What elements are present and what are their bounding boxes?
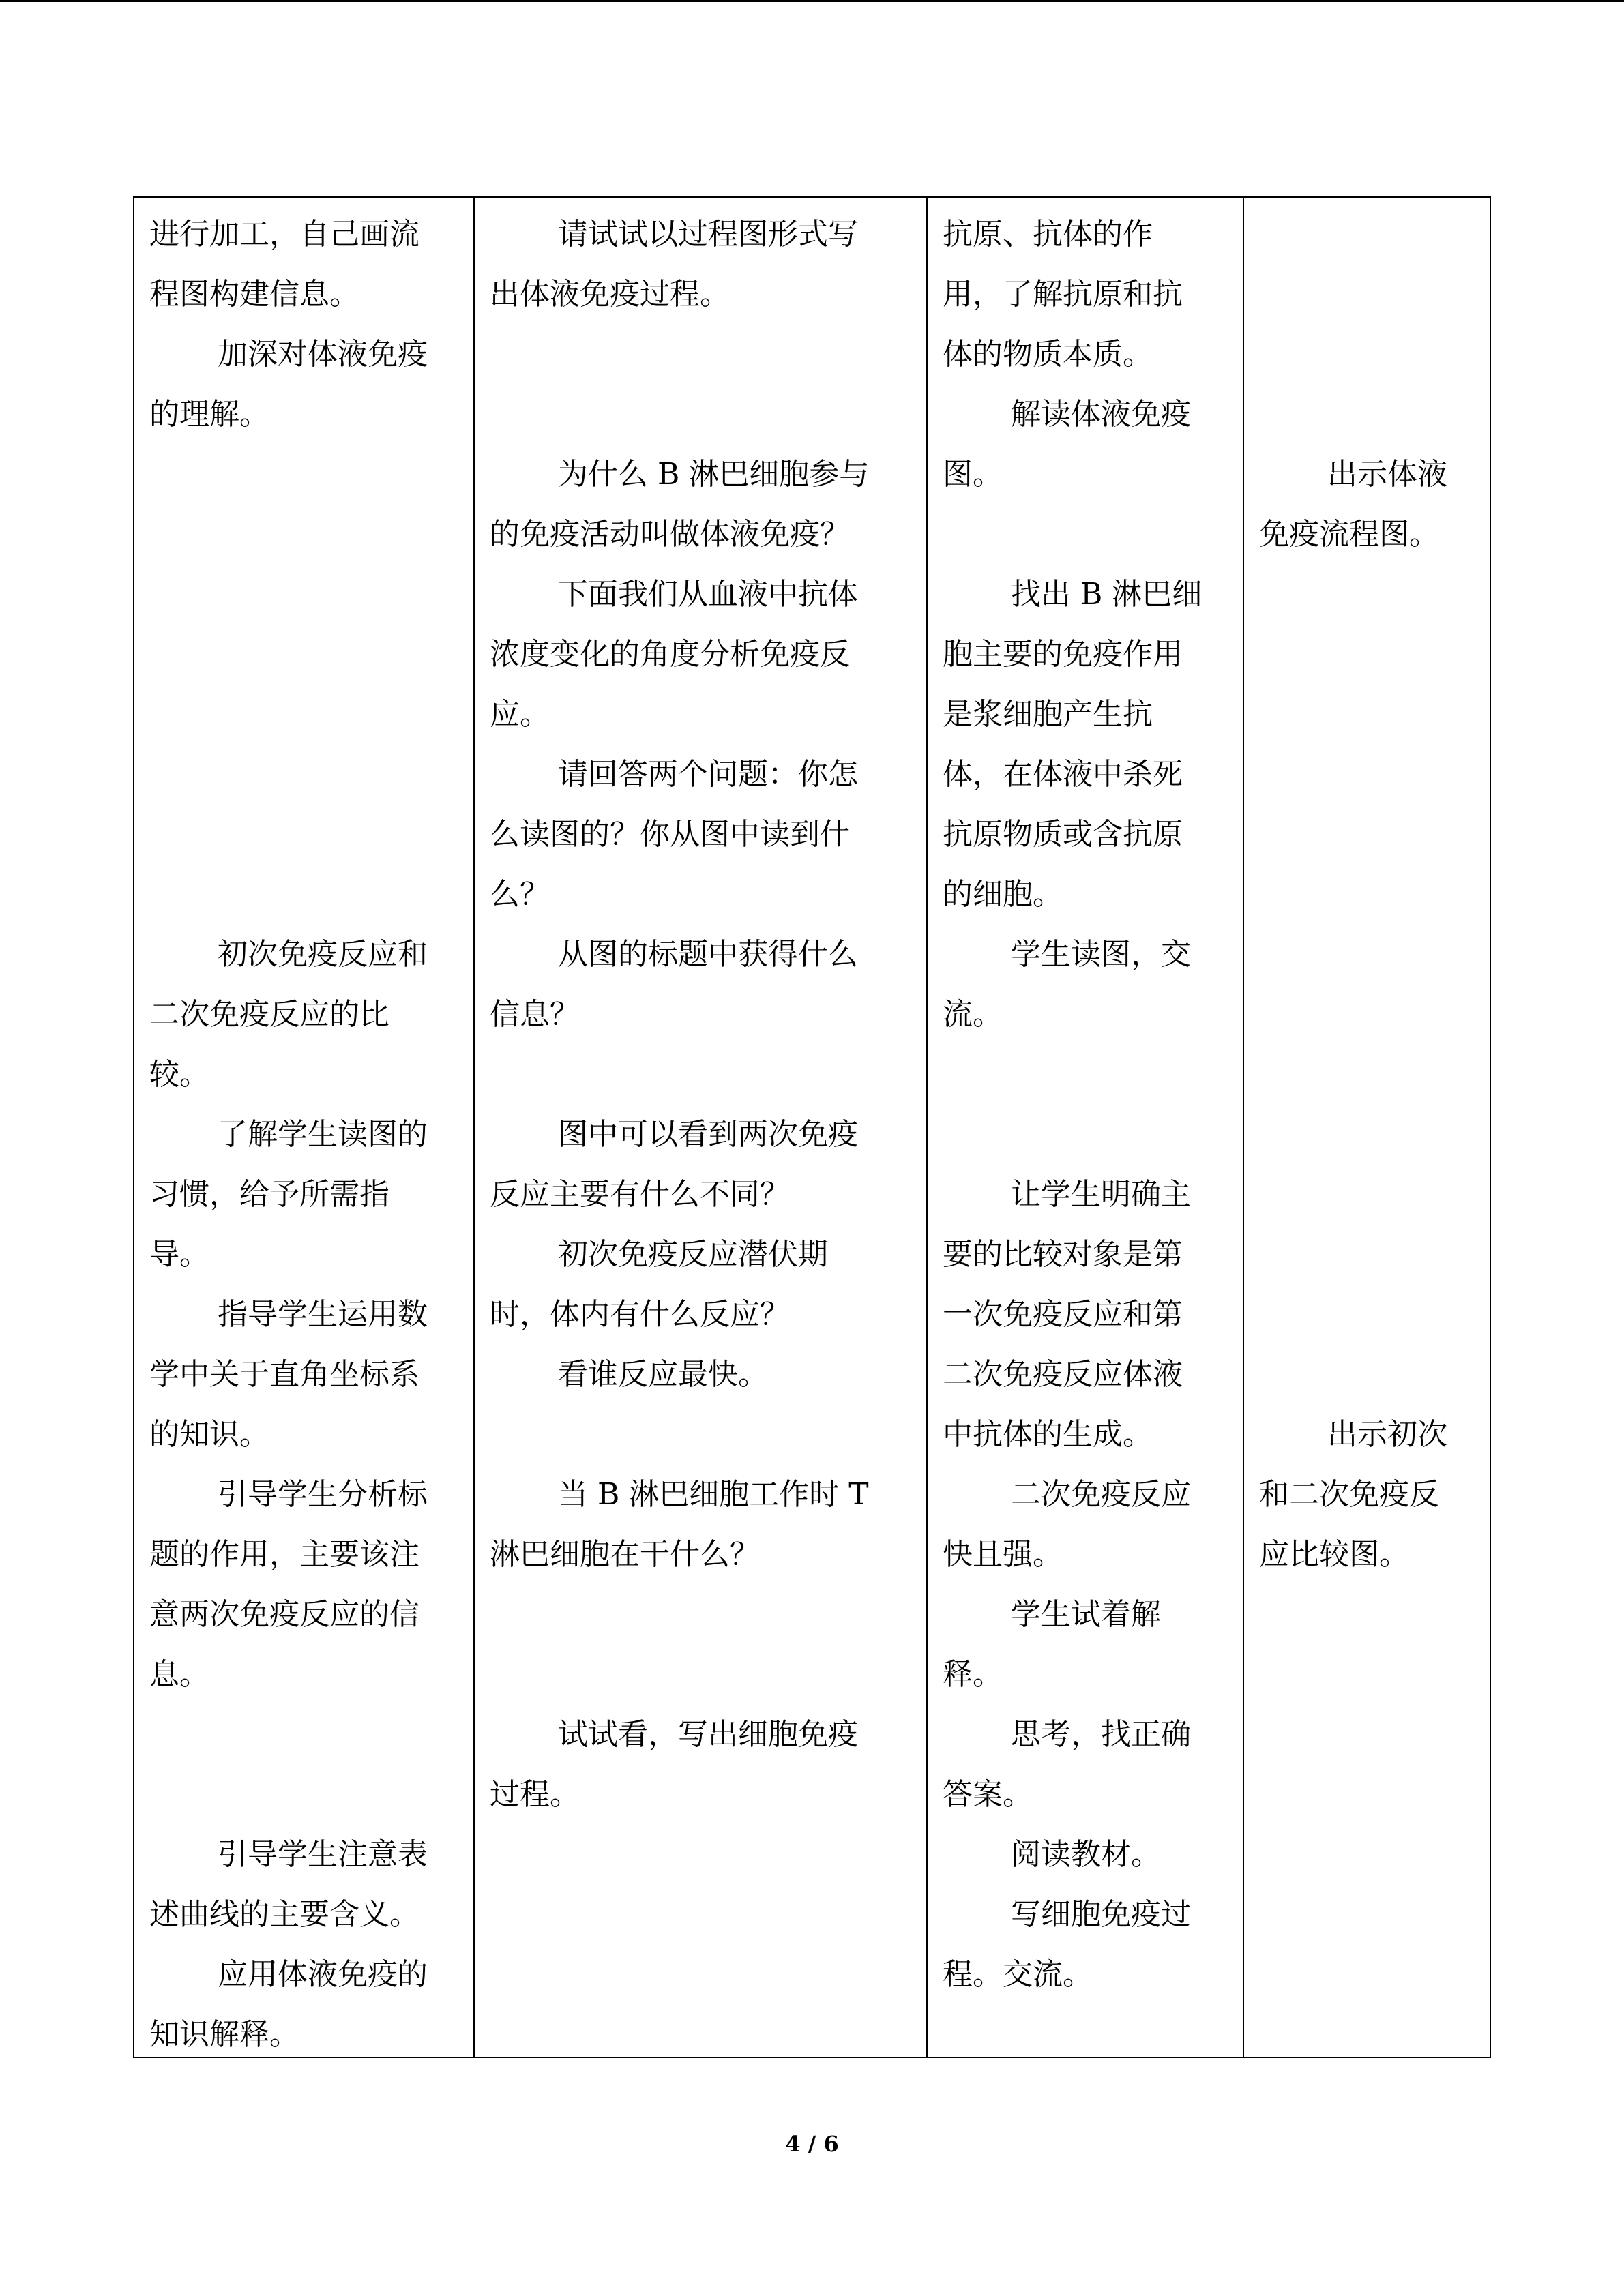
text-line: 么？ [490, 877, 550, 912]
column-teacher-activity [490, 198, 919, 2057]
text-line: 从图的标题中获得什么 [558, 937, 858, 972]
text-line: 找出 B 淋巴细 [1011, 577, 1202, 612]
text-line: 导。 [149, 1237, 209, 1272]
text-line: 下面我们从血液中抗体 [558, 577, 858, 612]
text-line: 快且强。 [943, 1537, 1063, 1572]
column-divider [1243, 198, 1244, 2057]
text-line: 解读体液免疫 [1011, 397, 1191, 432]
text-line: 二次免疫反应的比 [149, 997, 389, 1032]
text-line: 意两次免疫反应的信 [149, 1597, 419, 1632]
text-line: 初次免疫反应和 [218, 937, 428, 972]
text-line: 出体液免疫过程。 [490, 277, 730, 312]
text-line: 加深对体液免疫 [218, 337, 428, 372]
text-line: 二次免疫反应 [1011, 1477, 1191, 1512]
text-line: 体，在体液中杀死 [943, 757, 1183, 792]
text-line: 的细胞。 [943, 877, 1063, 912]
text-line: 么读图的？你从图中读到什 [490, 817, 850, 852]
text-line: 学中关于直角坐标系 [149, 1357, 419, 1392]
text-line: 让学生明确主 [1011, 1177, 1191, 1212]
column-teaching-goals [149, 198, 470, 2057]
text-line: 请回答两个问题：你怎 [558, 757, 858, 792]
text-line: 应比较图。 [1259, 1537, 1409, 1572]
text-line: 的理解。 [149, 397, 269, 432]
text-line: 浓度变化的角度分析免疫反 [490, 637, 850, 672]
text-line: 一次免疫反应和第 [943, 1297, 1183, 1332]
column-student-activity [943, 198, 1239, 2057]
text-line: 时，体内有什么反应？ [490, 1297, 790, 1332]
text-line: 信息？ [490, 997, 580, 1032]
text-line: 和二次免疫反 [1259, 1477, 1439, 1512]
top-border-line [0, 0, 1624, 2]
text-line: 流。 [943, 997, 1003, 1032]
text-line: 过程。 [490, 1777, 580, 1812]
text-line: 学生读图，交 [1011, 937, 1191, 972]
column-divider [473, 198, 475, 2057]
text-line: 抗原物质或含抗原 [943, 817, 1183, 852]
text-line: 初次免疫反应潜伏期 [558, 1237, 828, 1272]
text-line: 述曲线的主要含义。 [149, 1897, 419, 1932]
text-line: 用，了解抗原和抗 [943, 277, 1183, 312]
page-number: 4 / 6 [785, 2131, 839, 2157]
text-line: 图。 [943, 457, 1003, 492]
text-line: 了解学生读图的 [218, 1117, 428, 1152]
text-line: 为什么 B 淋巴细胞参与 [558, 457, 870, 492]
text-line: 程图构建信息。 [149, 277, 359, 312]
text-line: 的知识。 [149, 1417, 269, 1452]
text-line: 淋巴细胞在干什么？ [490, 1537, 760, 1572]
text-line: 出示体液 [1327, 457, 1447, 492]
text-line: 请试试以过程图形式写 [558, 217, 858, 252]
text-line: 思考，找正确 [1011, 1717, 1191, 1752]
text-line: 出示初次 [1327, 1417, 1447, 1452]
text-line: 程。交流。 [943, 1957, 1093, 1992]
column-media [1259, 198, 1484, 2057]
text-line: 试试看，写出细胞免疫 [558, 1717, 858, 1752]
text-line: 二次免疫反应体液 [943, 1357, 1183, 1392]
text-line: 进行加工，自己画流 [149, 217, 419, 252]
text-line: 免疫流程图。 [1259, 517, 1439, 552]
text-line: 引导学生注意表 [218, 1837, 428, 1872]
text-line: 抗原、抗体的作 [943, 217, 1153, 252]
text-line: 应用体液免疫的 [218, 1957, 428, 1992]
text-line: 答案。 [943, 1777, 1033, 1812]
text-line: 引导学生分析标 [218, 1477, 428, 1512]
text-line: 图中可以看到两次免疫 [558, 1117, 858, 1152]
text-line: 题的作用，主要该注 [149, 1537, 419, 1572]
text-line: 当 B 淋巴细胞工作时 T [558, 1477, 869, 1512]
text-line: 反应主要有什么不同？ [490, 1177, 790, 1212]
text-line: 习惯，给予所需指 [149, 1177, 389, 1212]
text-line: 应。 [490, 697, 550, 732]
text-line: 学生试着解 [1011, 1597, 1161, 1632]
text-line: 释。 [943, 1657, 1003, 1692]
lesson-plan-table [133, 196, 1491, 2058]
text-line: 体的物质本质。 [943, 337, 1153, 372]
text-line: 是浆细胞产生抗 [943, 697, 1153, 732]
text-line: 指导学生运用数 [218, 1297, 428, 1332]
text-line: 较。 [149, 1057, 209, 1092]
column-divider [926, 198, 928, 2057]
text-line: 要的比较对象是第 [943, 1237, 1183, 1272]
text-line: 看谁反应最快。 [558, 1357, 768, 1392]
text-line: 写细胞免疫过 [1011, 1897, 1191, 1932]
text-line: 阅读教材。 [1011, 1837, 1161, 1872]
text-line: 胞主要的免疫作用 [943, 637, 1183, 672]
text-line: 的免疫活动叫做体液免疫？ [490, 517, 850, 552]
text-line: 息。 [149, 1657, 209, 1692]
text-line: 知识解释。 [149, 2017, 299, 2052]
text-line: 中抗体的生成。 [943, 1417, 1153, 1452]
